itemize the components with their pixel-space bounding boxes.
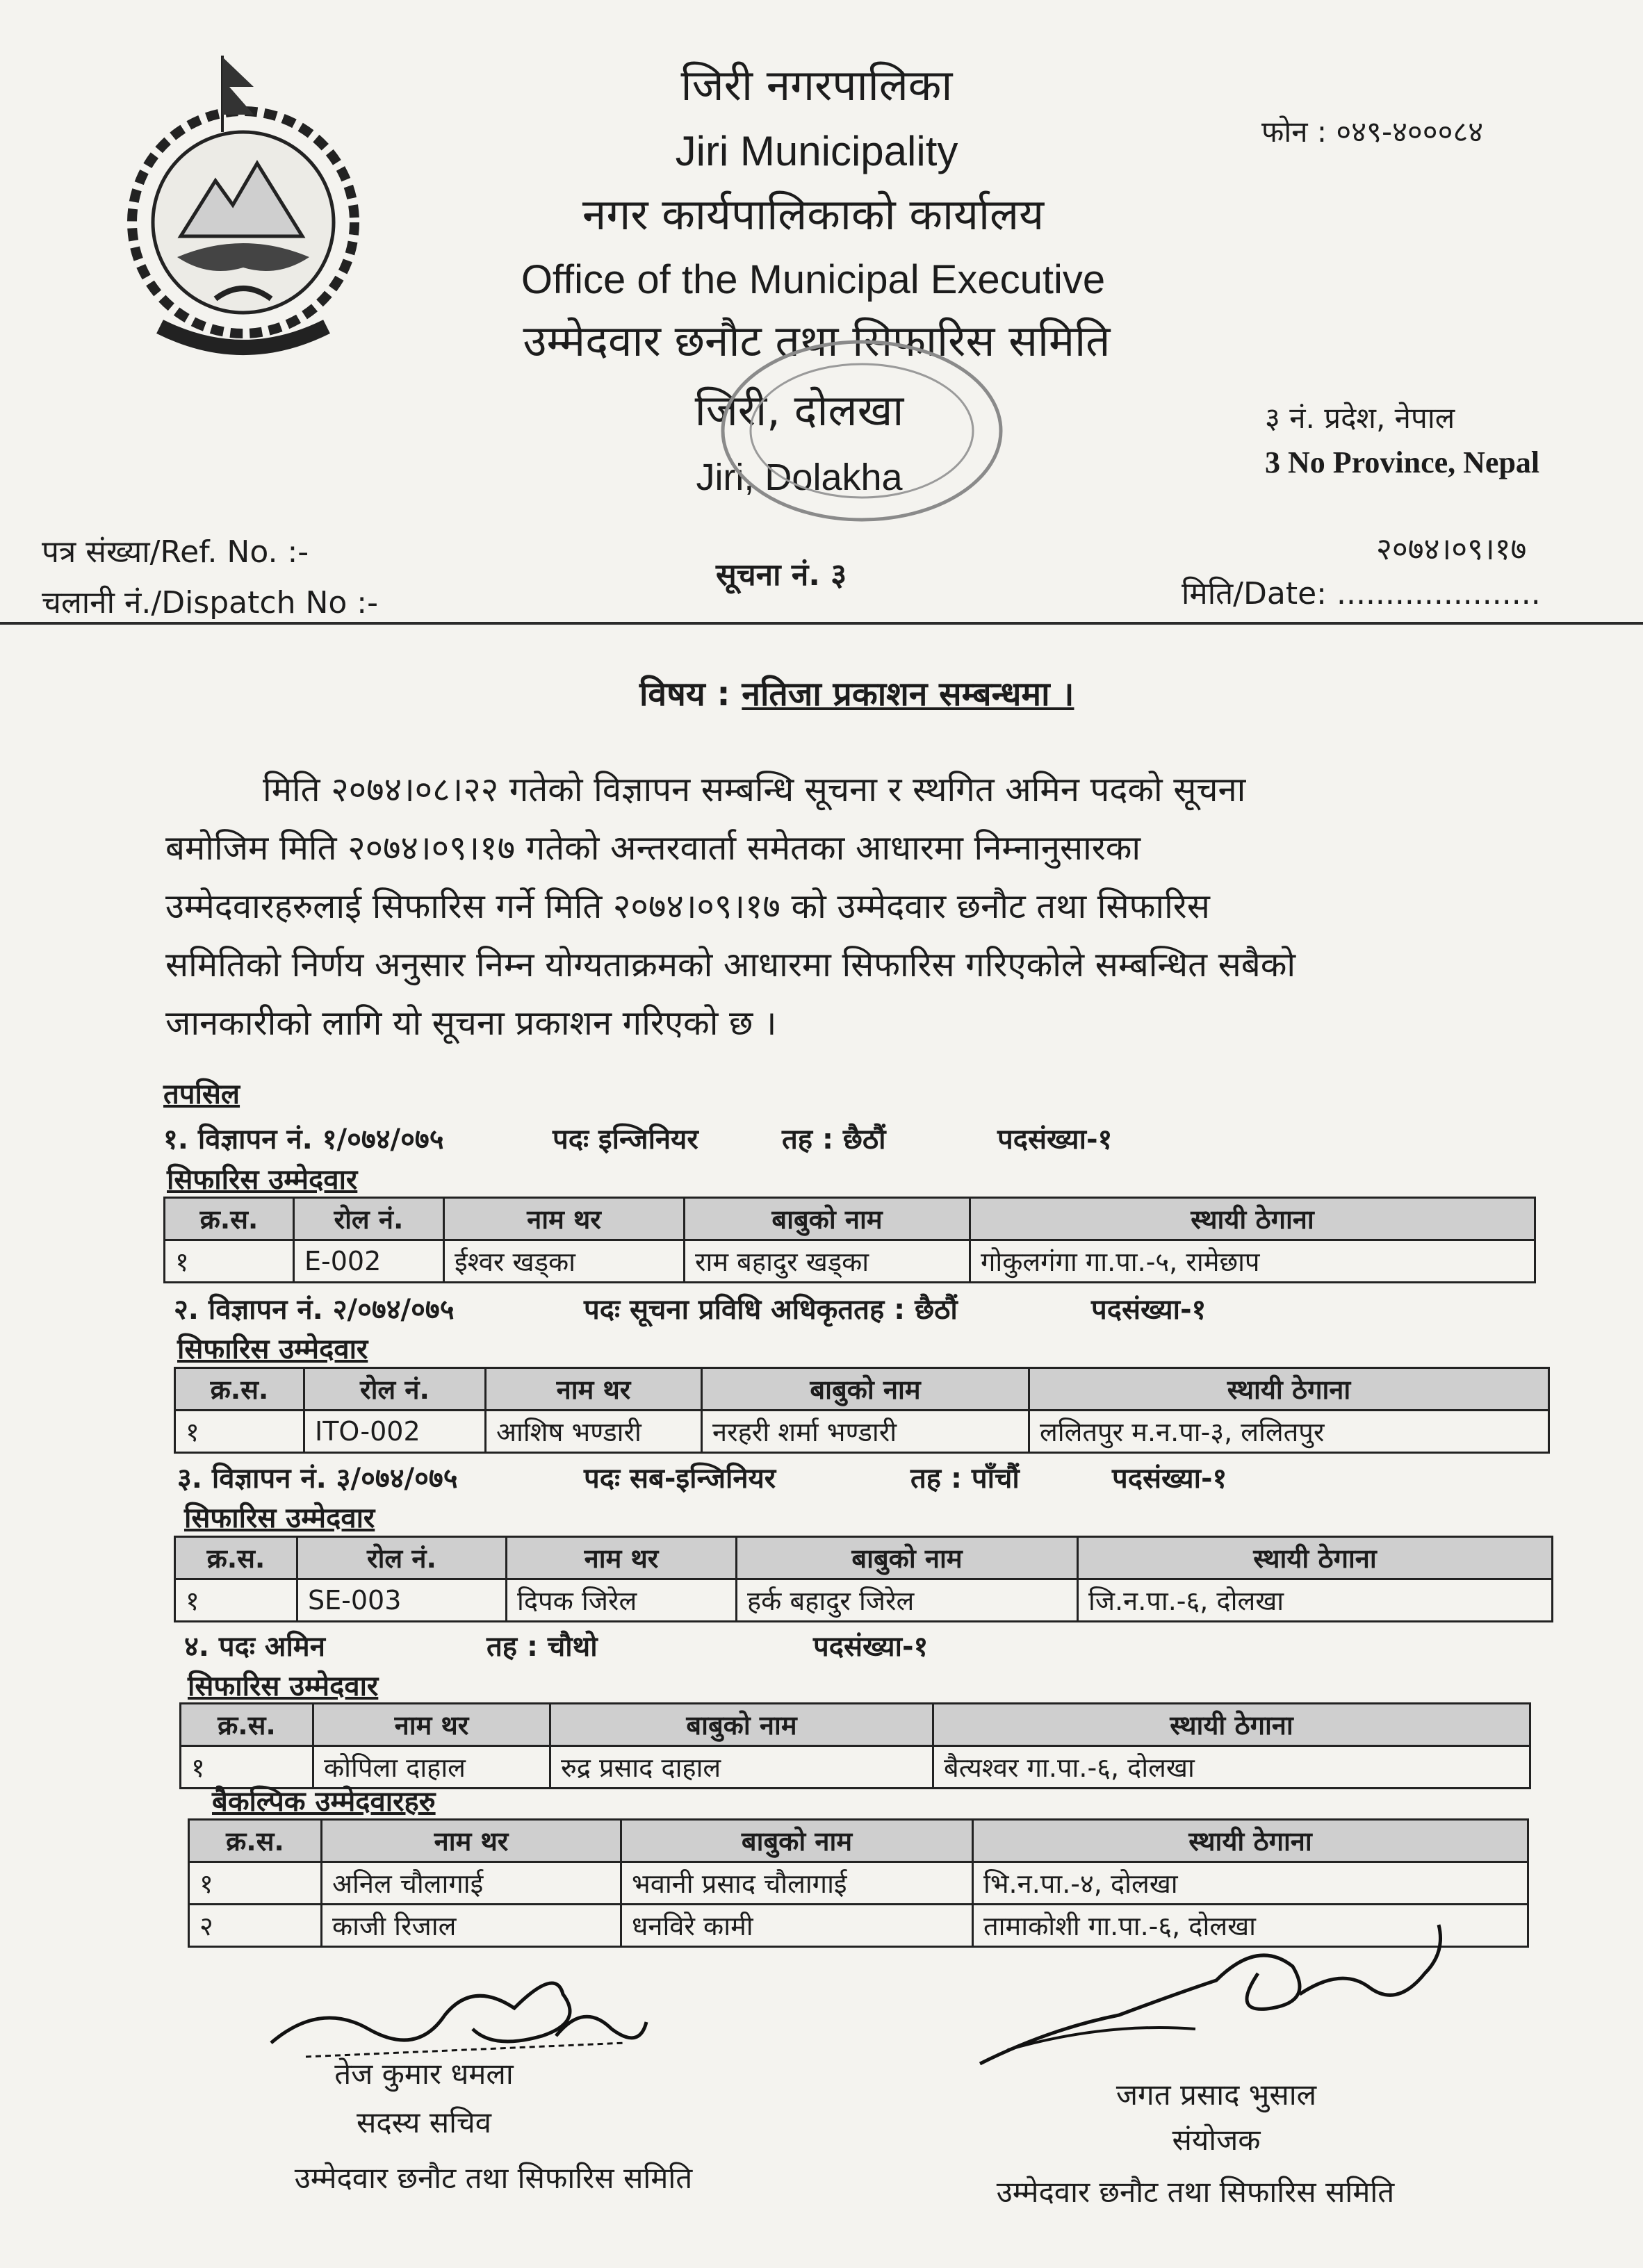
table-header-row: क्र.स. रोल नं. नाम थर बाबुको नाम स्थायी ठेगाना (175, 1368, 1549, 1411)
municipality-name-ne: जिरी नगरपालिका (680, 60, 953, 110)
signatory-left-role: सदस्य सचिव (356, 2105, 492, 2139)
province-ne: ३ नं. प्रदेश, नेपाल (1265, 401, 1455, 435)
location-ne: जिरी, दोलखा (694, 385, 904, 436)
table-row: १ SE-003 दिपक जिरेल हर्क बहादुर जिरेल जि.न.पा.-६, दोलखा (175, 1579, 1553, 1622)
schedule-label: तपसिल (163, 1078, 240, 1110)
alternate-label: बैकल्पिक उम्मेदवारहरु (212, 1786, 436, 1818)
section-heading: ३. विज्ञापन नं. ३/०७४/०७५ पदः सब-इन्जिनियर तह : पाँचौं पदसंख्या-१ (177, 1463, 1227, 1495)
location-en: Jiri, Dolakha (696, 457, 903, 498)
municipality-name-en: Jiri Municipality (675, 128, 958, 174)
recommended-label: सिफारिस उम्मेदवार (167, 1164, 358, 1196)
signature-right-scribble (966, 1911, 1453, 2092)
table-row: १ कोपिला दाहाल रुद्र प्रसाद दाहाल बैत्यश्वर गा.पा.-६, दोलखा (181, 1746, 1530, 1789)
body-line: समितिको निर्णय अनुसार निम्न योग्यताक्रमको आधारमा सिफारिस गरिएकोले सम्बन्धित सबैको (165, 945, 1296, 985)
office-name-ne: नगर कार्यपालिकाको कार्यालय (582, 189, 1045, 240)
signatory-left-name: तेज कुमार धमला (334, 2057, 514, 2091)
subject-text: नतिजा प्रकाशन सम्बन्धमा । (742, 675, 1074, 714)
phone-number: फोन : ०४९-४०००८४ (1261, 115, 1484, 149)
results-table (163, 1197, 1536, 1283)
results-table (179, 1702, 1531, 1789)
body-line: बमोजिम मिति २०७४।०९।१७ गतेको अन्तरवार्ता समेतका आधारमा निम्नानुसारका (165, 828, 1141, 868)
table-row: १ ITO-002 आशिष भण्डारी नरहरी शर्मा भण्डारी ललितपुर म.न.पा-३, ललितपुर (175, 1411, 1549, 1453)
body-line: जानकारीको लागि यो सूचना प्रकाशन गरिएको छ । (165, 1003, 777, 1043)
body-paragraph (165, 761, 1514, 1053)
table-row: १ E-002 ईश्वर खड्का राम बहादुर खड्का गोकुलगंगा गा.पा.-५, रामेछाप (165, 1240, 1535, 1283)
date-label: मिति/Date: ..................... (1182, 576, 1541, 611)
table-header-row: क्र.स. रोल नं. नाम थर बाबुको नाम स्थायी ठेगाना (165, 1198, 1535, 1240)
subject-line (639, 671, 1074, 716)
subject-label: विषय : (639, 675, 730, 714)
table-row: २ काजी रिजाल धनविरे कामी तामाकोशी गा.पा.-६, दोलखा (189, 1905, 1528, 1947)
ref-number: पत्र संख्या/Ref. No. :- (42, 534, 309, 570)
recommended-label: सिफारिस उम्मेदवार (184, 1502, 375, 1534)
committee-name: उम्मेदवार छनौट तथा सिफारिस समिति (523, 315, 1111, 366)
section-heading: ४. पदः अमिन तह : चौथो पदसंख्या-१ (184, 1631, 929, 1663)
recommended-label: सिफारिस उम्मेदवार (188, 1670, 379, 1702)
table-row: १ अनिल चौलागाई भवानी प्रसाद चौलागाई भि.न.पा.-४, दोलखा (189, 1862, 1528, 1905)
signatory-left-committee: उम्मेदवार छनौट तथा सिफारिस समिति (294, 2161, 693, 2195)
recommended-label: सिफारिस उम्मेदवार (177, 1333, 368, 1365)
header-divider (0, 622, 1643, 625)
results-table (174, 1536, 1553, 1622)
section-heading: १. विज्ञापन नं. १/०७४/०७५ पदः इन्जिनियर तह : छैठौं पदसंख्या-१ (163, 1124, 1113, 1156)
section-heading: २. विज्ञापन नं. २/०७४/०७५ पदः सूचना प्रविधि अधिकृततह : छैठौं पदसंख्या-१ (174, 1294, 1207, 1326)
signatory-right-role: संयोजक (1172, 2123, 1261, 2157)
table-header-row: क्र.स. नाम थर बाबुको नाम स्थायी ठेगाना (189, 1820, 1528, 1862)
notice-number: सूचना नं. ३ (716, 557, 847, 593)
body-line: उम्मेदवारहरुलाई सिफारिस गर्ने मिति २०७४।०९।१७ को उम्मेदवार छनौट तथा सिफारिस (165, 887, 1210, 926)
dispatch-number: चलानी नं./Dispatch No :- (42, 585, 378, 621)
office-name-en: Office of the Municipal Executive (521, 257, 1106, 302)
signatory-right-name: जगत प्रसाद भुसाल (1115, 2078, 1317, 2112)
table-header-row: क्र.स. रोल नं. नाम थर बाबुको नाम स्थायी ठेगाना (175, 1537, 1553, 1579)
body-line: मिति २०७४।०८।२२ गतेको विज्ञापन सम्बन्धि सूचना र स्थगित अमिन पदको सूचना (263, 770, 1246, 810)
table-header-row: क्र.स. नाम थर बाबुको नाम स्थायी ठेगाना (181, 1704, 1530, 1746)
results-table (174, 1367, 1550, 1454)
signatory-right-committee: उम्मेदवार छनौट तथा सिफारिस समिति (996, 2175, 1395, 2209)
province-en: 3 No Province, Nepal (1265, 445, 1540, 479)
date-value: २०७४।०९।१७ (1376, 532, 1527, 567)
nepal-emblem-icon (118, 49, 368, 368)
office-seal-stamp (716, 334, 1008, 528)
